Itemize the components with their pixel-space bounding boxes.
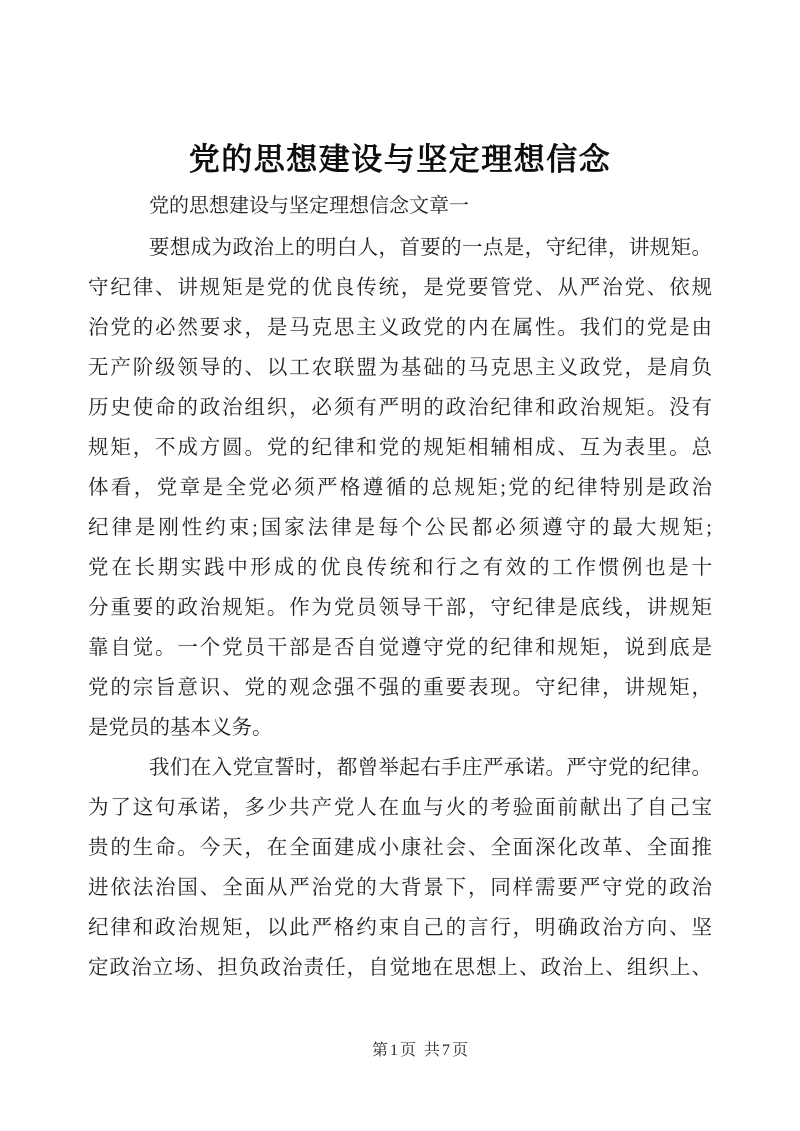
body-line: 分重要的政治规矩。作为党员领导干部，守纪律是底线，讲规矩 bbox=[88, 597, 712, 619]
body-line: 无产阶级领导的、以工农联盟为基础的马克思主义政党，是肩负 bbox=[88, 357, 712, 379]
document-title: 党的思想建设与坚定理想信念 bbox=[188, 142, 612, 177]
body-line: 靠自觉。一个党员干部是否自觉遵守党的纪律和规矩，说到底是 bbox=[88, 637, 712, 659]
document-subtitle: 党的思想建设与坚定理想信念文章一 bbox=[149, 195, 469, 217]
body-line: 党的宗旨意识、党的观念强不强的重要表现。守纪律，讲规矩， bbox=[88, 677, 712, 699]
document-body bbox=[88, 228, 712, 988]
body-line: 党在长期实践中形成的优良传统和行之有效的工作惯例也是十 bbox=[88, 557, 712, 579]
body-line: 我们在入党宣誓时，都曾举起右手庄严承诺。严守党的纪律。 bbox=[149, 757, 712, 779]
body-line: 体看，党章是全党必须严格遵循的总规矩;党的纪律特别是政治 bbox=[88, 477, 712, 499]
body-line: 贵的生命。今天，在全面建成小康社会、全面深化改革、全面推 bbox=[88, 837, 712, 859]
body-line: 纪律和政治规矩，以此严格约束自己的言行，明确政治方向、坚 bbox=[88, 917, 712, 939]
body-line: 是党员的基本义务。 bbox=[88, 717, 273, 739]
body-line: 为了这句承诺，多少共产党人在血与火的考验面前献出了自己宝 bbox=[88, 797, 712, 819]
page-number-label: 第1页 共7页 bbox=[371, 1042, 470, 1059]
body-line: 要想成为政治上的明白人，首要的一点是，守纪律，讲规矩。 bbox=[149, 237, 712, 259]
body-line: 定政治立场、担负政治责任，自觉地在思想上、政治上、组织上、 bbox=[88, 957, 712, 979]
body-line: 规矩，不成方圆。党的纪律和党的规矩相辅相成、互为表里。总 bbox=[88, 437, 712, 459]
page-footer bbox=[0, 1040, 800, 1062]
body-line: 纪律是刚性约束;国家法律是每个公民都必须遵守的最大规矩; bbox=[88, 517, 712, 539]
body-line: 治党的必然要求，是马克思主义政党的内在属性。我们的党是由 bbox=[88, 317, 712, 339]
body-line: 进依法治国、全面从严治党的大背景下，同样需要严守党的政治 bbox=[88, 877, 712, 899]
body-line: 历史使命的政治组织，必须有严明的政治纪律和政治规矩。没有 bbox=[88, 397, 712, 419]
body-line: 守纪律、讲规矩是党的优良传统，是党要管党、从严治党、依规 bbox=[88, 277, 712, 299]
